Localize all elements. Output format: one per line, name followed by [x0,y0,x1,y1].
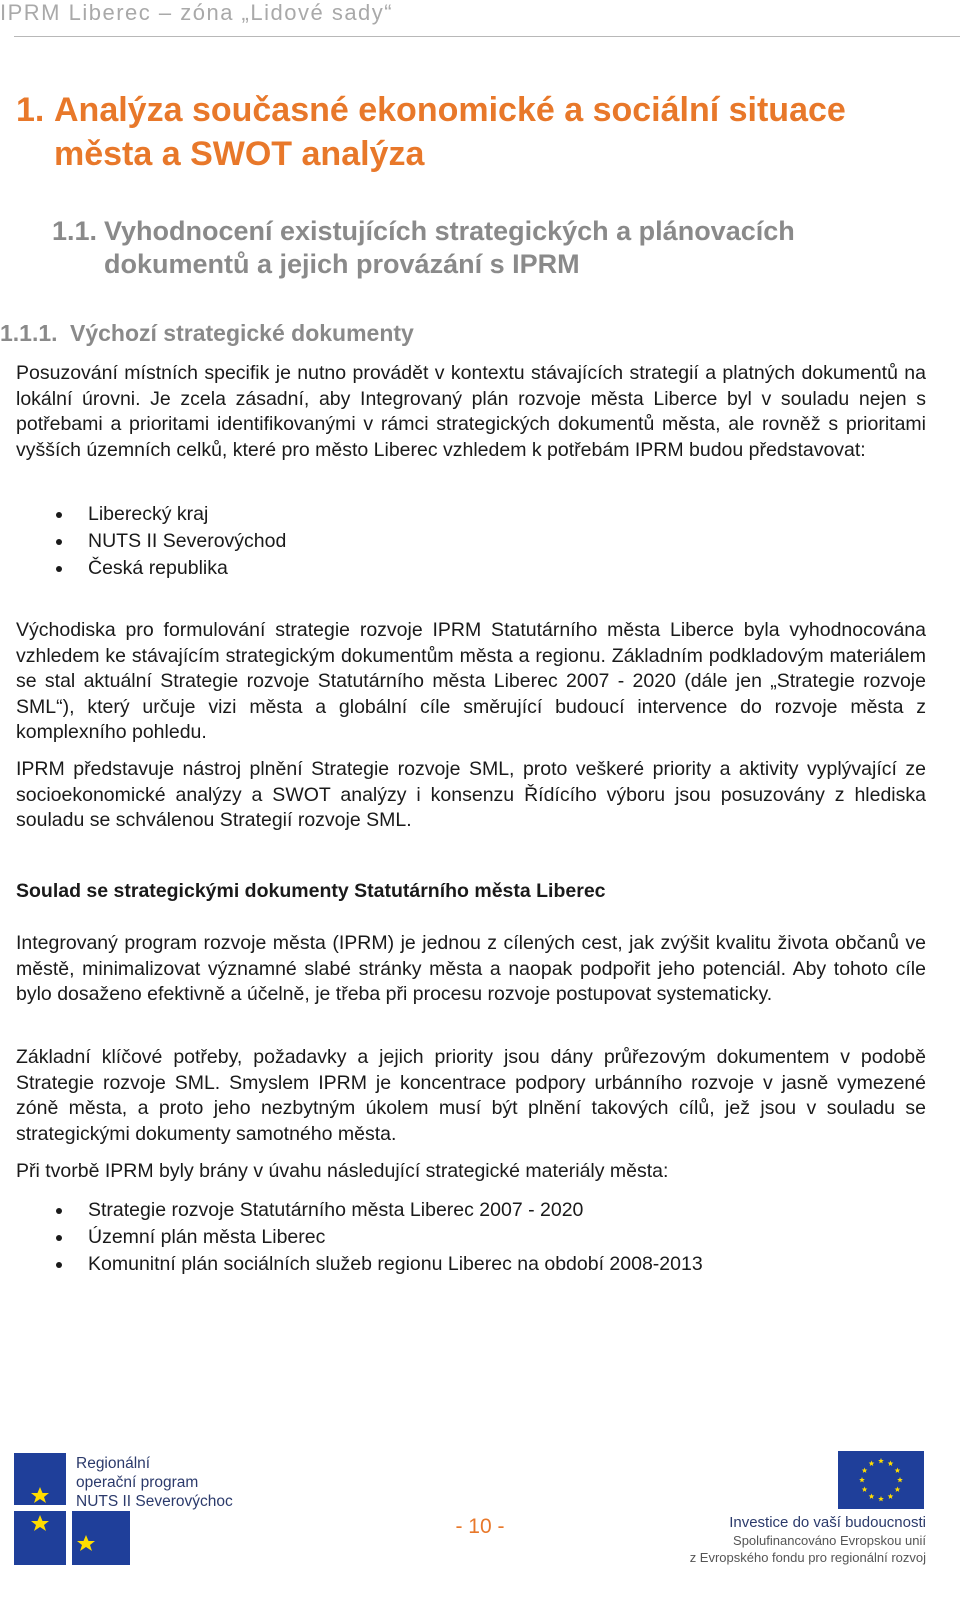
chapter-heading [16,88,936,176]
eu-flag-icon [838,1451,924,1509]
list-item: Územní plán města Liberec [16,1224,703,1251]
eu-cofinance-text: Spolufinancováno Evropskou unií [733,1533,926,1548]
bullet-icon [56,566,62,572]
paragraph-5: Základní klíčové potřeby, požadavky a jejich priority jsou dány průřezovým dokumentem v podobě Strategie rozvoje SML. Smyslem IPRM je koncentrace podpory urbánního rozvoje v jasně vymezené zóně města, a proto jeho nezbytným úkolem musí být plnění takových cílů, jež jsou v souladu se strategickými dokumenty samotného města. [16,1046,926,1145]
section-title-line2: dokumentů a jejich provázání s IPRM [104,249,580,279]
list-item: Liberecký kraj [16,501,286,528]
eu-star [888,1461,894,1466]
eu-star [869,1493,875,1498]
section-heading [52,215,912,281]
rop-logo [14,1453,244,1565]
eu-star [895,1468,901,1473]
chapter-number: 1. [16,91,45,129]
region-list [16,501,286,582]
subsection-title: Výchozí strategické dokumenty [70,320,414,346]
bullet-icon [56,1262,62,1268]
subheading: Soulad se strategickými dokumenty Statutárního města Liberec [16,880,606,902]
section-number: 1.1. [52,216,98,246]
eu-logo [676,1451,936,1569]
eu-star [862,1468,868,1473]
paragraph-1: Posuzování místních specifik je nutno provádět v kontextu stávajících strategií a platných dokumentů na lokální úrovni. Je zcela zásadní, aby Integrovaný plán rozvoje města Liberce byl v souladu nejen s potřebami a prioritami identifikovanými v rámci strategických dokumentů města, ale rovněž s prioritami vyšších územních celků, které pro město Liberec vzhledem k potřebám IPRM budou představovat: [16,362,926,461]
paragraph-3: IPRM představuje nástroj plnění Strategie rozvoje SML, proto veškeré priority a aktivity vyplývající ze socioekonomické analýzy a SWOT analýzy i konsenzu Řídícího výboru jsou posuzovány z hlediska souladu se schválenou Strategií rozvoje SML. [16,758,926,831]
bullet-icon [56,539,62,545]
chapter-title-line1: Analýza současné ekonomické a sociální situace [54,91,846,129]
list-item: Komunitní plán sociálních služeb regionu Liberec na období 2008-2013 [16,1251,703,1278]
list-item: Česká republika [16,555,286,582]
strategic-materials-list [16,1197,703,1278]
paragraph-2: Východiska pro formulování strategie rozvoje IPRM Statutárního města Liberce byla vyhodnocována vzhledem ke stávajícím strategickým dokumentům města a regionu. Základním podkladovým materiálem se stal aktuální Strategie rozvoje Statutárního města Liberec 2007 - 2020 (dále jen „Strategie rozvoje SML“), který určuje vizi města a globální cíle směrující budoucí intervence do rozvoje města z komplexního pohledu. [16,619,926,743]
eu-slogan: Investice do vaší budoucnosti [729,1514,926,1531]
bullet-icon [56,512,62,518]
subsection-heading [0,320,414,347]
eu-star [862,1487,868,1492]
header-title: IPRM Liberec – zóna „Lidové sady“ [0,0,394,25]
chapter-title-line2: města a SWOT analýza [54,135,425,173]
rop-logo-text: Regionální operační program NUTS II Severovýchoc [76,1455,233,1510]
bullet-icon [56,1208,62,1214]
page-number: - 10 - [455,1515,505,1538]
bullet-icon [56,1235,62,1241]
section-title-line1: Vyhodnocení existujících strategických a plánovacích [104,216,795,246]
page-header [0,0,960,42]
list-item: Strategie rozvoje Statutárního města Liberec 2007 - 2020 [16,1197,703,1224]
eu-star [878,1496,884,1501]
subsection-number: 1.1.1. [0,320,58,346]
eu-star [897,1477,903,1482]
paragraph-6: Při tvorbě IPRM byly brány v úvahu následující strategické materiály města: [16,1160,669,1182]
eu-star [869,1461,875,1466]
eu-star [895,1487,901,1492]
eu-star [888,1493,894,1498]
header-divider [14,36,960,37]
paragraph-4: Integrovaný program rozvoje města (IPRM) je jednou z cílených cest, jak zvýšit kvalitu života občanů ve městě, minimalizovat významné slabé stránky města a naopak podpořit jeho potenciál. Aby tohoto cíle bylo dosaženo efektivně a účelně, je třeba při procesu rozvoje postupovat systematicky. [16,932,926,1005]
eu-star [859,1477,865,1482]
eu-star [878,1458,884,1463]
list-item: NUTS II Severovýchod [16,528,286,555]
eu-fund-text: z Evropského fondu pro regionální rozvoj [689,1550,926,1565]
